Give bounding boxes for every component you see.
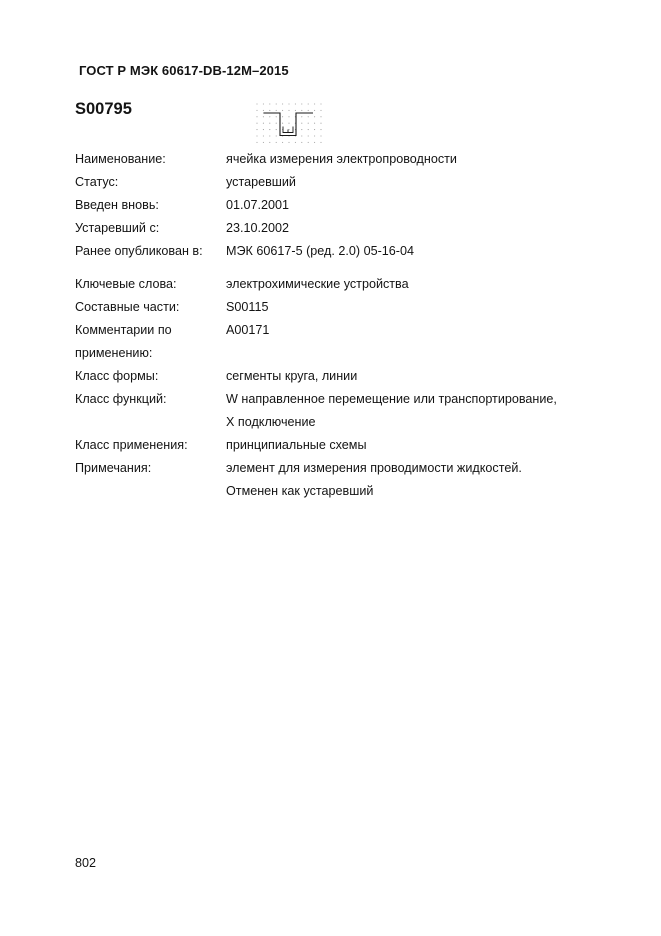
property-row-application-class — [75, 434, 615, 457]
property-row-components — [75, 296, 615, 319]
property-value — [226, 273, 615, 296]
conductivity-cell-symbol-icon — [254, 101, 324, 147]
value-line: устаревший — [226, 175, 296, 189]
property-row-shape-class — [75, 365, 615, 388]
property-label: Примечания: — [75, 461, 152, 475]
value-line: Отменен как устаревший — [226, 484, 374, 498]
property-label: Класс формы: — [75, 369, 159, 383]
property-row-status — [75, 171, 615, 194]
property-row-notes — [75, 457, 615, 503]
property-label: Введен вновь: — [75, 198, 159, 212]
value-line: элемент для измерения проводимости жидкостей. — [226, 461, 522, 475]
value-line: W направленное перемещение или транспортирование, — [226, 392, 557, 406]
property-row-introduced — [75, 194, 615, 217]
property-row-name — [75, 148, 615, 171]
value-line: сегменты круга, линии — [226, 369, 358, 383]
property-row-application-comments — [75, 319, 615, 365]
property-value — [226, 319, 615, 342]
properties-group-classification — [75, 273, 615, 503]
value-line: A00171 — [226, 323, 270, 337]
property-value — [226, 148, 615, 171]
property-value — [226, 194, 615, 217]
property-value — [226, 434, 615, 457]
property-value — [226, 240, 615, 263]
property-row-function-class — [75, 388, 615, 434]
page-number: 802 — [75, 856, 97, 870]
value-line: X подключение — [226, 415, 316, 429]
property-value — [226, 365, 615, 388]
property-label: Ключевые слова: — [75, 277, 177, 291]
grid-dots — [256, 103, 321, 143]
property-label: Класс функций: — [75, 392, 167, 406]
property-row-keywords — [75, 273, 615, 296]
value-line: 23.10.2002 — [226, 221, 290, 235]
property-value — [226, 388, 615, 434]
value-line: S00115 — [226, 300, 269, 314]
value-line: принципиальные схемы — [226, 438, 367, 452]
symbol-code: S00795 — [75, 100, 132, 118]
property-label — [75, 319, 226, 365]
standard-header: ГОСТ Р МЭК 60617-DB-12M–2015 — [79, 63, 289, 78]
property-label: Устаревший с: — [75, 221, 160, 235]
property-row-obsolete-since — [75, 217, 615, 240]
property-label: Ранее опубликован в: — [75, 244, 203, 258]
property-value — [226, 296, 615, 319]
label-text: Комментарии по применению: — [75, 323, 172, 360]
value-line: МЭК 60617-5 (ред. 2.0) 05-16-04 — [226, 244, 414, 258]
symbol-properties — [75, 148, 615, 503]
property-label: Статус: — [75, 175, 119, 189]
property-value — [226, 217, 615, 240]
property-value — [226, 171, 615, 194]
properties-group-status — [75, 148, 615, 263]
property-label: Составные части: — [75, 300, 180, 314]
property-row-previously-published — [75, 240, 615, 263]
value-line: 01.07.2001 — [226, 198, 290, 212]
value-line: электрохимические устройства — [226, 277, 409, 291]
property-label: Класс применения: — [75, 438, 188, 452]
value-line: ячейка измерения электропроводности — [226, 152, 457, 166]
property-label: Наименование: — [75, 152, 166, 166]
property-value — [226, 457, 615, 503]
